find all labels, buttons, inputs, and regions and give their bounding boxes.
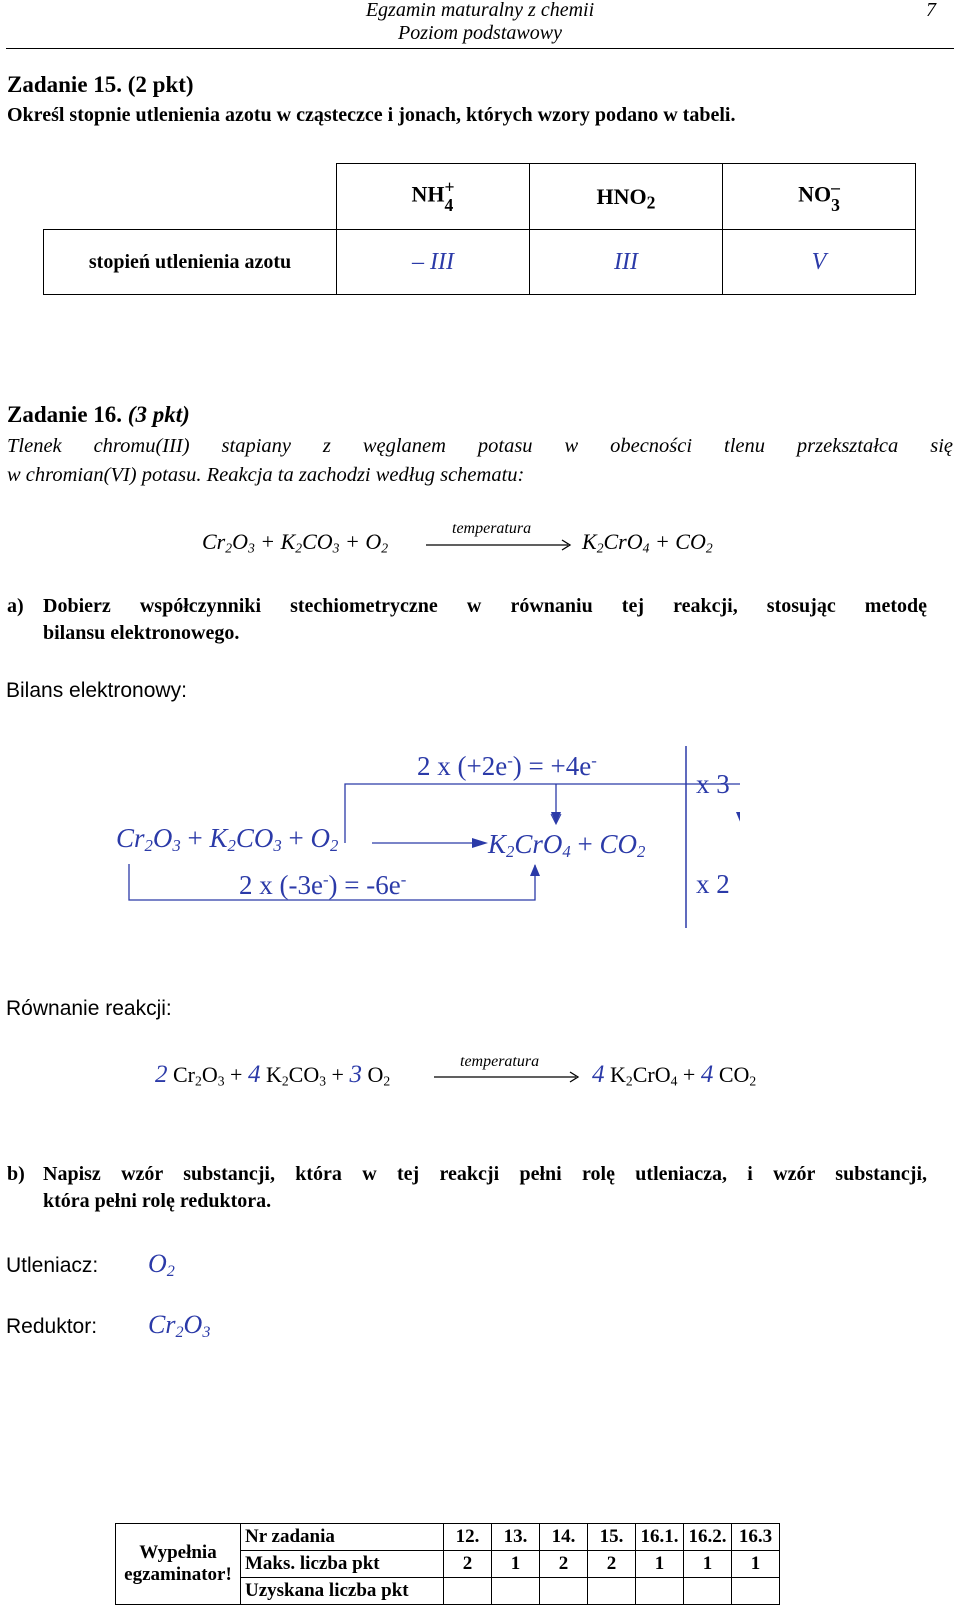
bilans-reactants: $Cr_2O_3 + K_2CO_3 + O_2$	[116, 823, 339, 856]
question-b-line1: Napisz wzór substancji, która w tej reakcji pełni rolę utleniacza, i wzór substancji,	[43, 1163, 927, 1185]
balanced-products: 4 $K_2CrO_4 + 4$ $CO_2$	[592, 1061, 757, 1089]
coef-co2: 4	[700, 1061, 714, 1088]
header-subtitle: Poziom podstawowy	[398, 22, 562, 44]
scheme-products: $K_2CrO_4 + CO_2$	[582, 529, 713, 556]
oxidation-table	[43, 163, 916, 295]
question-a-label: a)	[7, 595, 24, 617]
top-arrowhead-2	[736, 812, 740, 824]
header-divider	[6, 48, 954, 49]
reducer-label: Reduktor:	[6, 1315, 98, 1338]
answer-no3: V	[723, 230, 916, 295]
max-points-cell: 1	[636, 1551, 684, 1578]
scored-points-cell[interactable]	[444, 1578, 492, 1605]
question-b-line2: która pełni rolę reduktora.	[43, 1190, 272, 1212]
max-points-cell: 2	[588, 1551, 636, 1578]
row-label: stopień utlenienia azotu	[44, 230, 337, 295]
max-points-cell: 1	[684, 1551, 732, 1578]
task15-heading: Zadanie 15. (2 pkt)	[7, 72, 194, 97]
header-title: Egzamin maturalny z chemii	[365, 0, 595, 21]
coef-cr2o3: 2	[155, 1061, 168, 1088]
equation-arrow-label: temperatura	[460, 1053, 540, 1070]
answer-hno2: III	[530, 230, 723, 295]
bilans-top-equation: 2 x (+2e-) = +4e-	[417, 750, 597, 781]
multiplier-top: x 3	[696, 769, 730, 799]
task16-intro-line2: w chromian(VI) potasu. Reakcja ta zachodzi według schematu:	[7, 464, 525, 486]
scored-points-cell[interactable]	[684, 1578, 732, 1605]
reducer-answer: $Cr_2O_3$	[148, 1310, 211, 1342]
max-points-cell: 2	[540, 1551, 588, 1578]
row-max-points-label: Maks. liczba pkt	[241, 1551, 444, 1578]
scored-points-cell[interactable]	[732, 1578, 780, 1605]
task-number-cell: 14.	[540, 1524, 588, 1551]
scheme-arrow-label: temperatura	[452, 520, 532, 537]
formula-no3: NO – 3	[723, 164, 916, 230]
task16-heading: Zadanie 16. (3 pkt)	[7, 402, 190, 427]
question-b-label: b)	[7, 1163, 25, 1185]
oxidizer-answer: $O_2$	[148, 1249, 175, 1281]
task-number-cell: 13.	[492, 1524, 540, 1551]
task-number-cell: 16.1.	[636, 1524, 684, 1551]
bilans-label: Bilans elektronowy:	[6, 679, 187, 702]
max-points-cell: 1	[492, 1551, 540, 1578]
balanced-reactants: 2 $Cr_2O_3 + 4$ $K_2CO_3 + 3$ $O_2$	[155, 1061, 391, 1089]
equation-label: Równanie reakcji:	[6, 997, 172, 1020]
examiner-fill-label: Wypełnia egzaminator!	[116, 1524, 241, 1605]
multiplier-bottom: x 2	[696, 869, 730, 899]
table-corner	[44, 164, 337, 230]
page-number: 7	[926, 0, 936, 21]
task16-intro-line1: Tlenek chromu(III) stapiany z węglanem potasu w obecności tlenu przekształca się	[7, 435, 953, 457]
max-points-cell: 1	[732, 1551, 780, 1578]
formula-nh4: NH + 4	[337, 164, 530, 230]
scored-points-cell[interactable]	[636, 1578, 684, 1605]
scheme-reactants: $Cr_2O_3 + K_2CO_3 + O_2$	[202, 529, 389, 556]
row-task-number-label: Nr zadania	[241, 1524, 444, 1551]
bilans-bottom-equation: 2 x (-3e-) = -6e-	[239, 869, 407, 900]
task15-instruction: Określ stopnie utlenienia azotu w cząsteczce i jonach, których wzory podano w tabeli.	[7, 104, 736, 126]
formula-hno2: $HNO_2$	[530, 164, 723, 230]
answer-nh4: – III	[337, 230, 530, 295]
row-scored-points-label: Uzyskana liczba pkt	[241, 1578, 444, 1605]
task-number-cell: 15.	[588, 1524, 636, 1551]
max-points-cell: 2	[444, 1551, 492, 1578]
scored-points-cell[interactable]	[540, 1578, 588, 1605]
scored-points-cell[interactable]	[492, 1578, 540, 1605]
examiner-table	[115, 1523, 780, 1605]
bilans-products: $K_2CrO_4 + CO_2$	[488, 829, 646, 862]
equation-arrow	[432, 1070, 582, 1084]
question-a-line1: Dobierz współczynniki stechiometryczne w równaniu tej reakcji, stosując metodę	[43, 595, 927, 617]
task-number-cell: 12.	[444, 1524, 492, 1551]
coef-k2cro4: 4	[592, 1061, 605, 1088]
task-number-cell: 16.2.	[684, 1524, 732, 1551]
scheme-arrow	[424, 538, 574, 552]
scored-points-cell[interactable]	[588, 1578, 636, 1605]
task-number-cell: 16.3	[732, 1524, 780, 1551]
bottom-arrowhead	[530, 864, 540, 876]
coef-k2co3: 4	[247, 1061, 261, 1088]
question-a-line2: bilansu elektronowego.	[43, 622, 240, 644]
coef-o2: 3	[349, 1061, 362, 1088]
oxidizer-label: Utleniacz:	[6, 1254, 99, 1277]
